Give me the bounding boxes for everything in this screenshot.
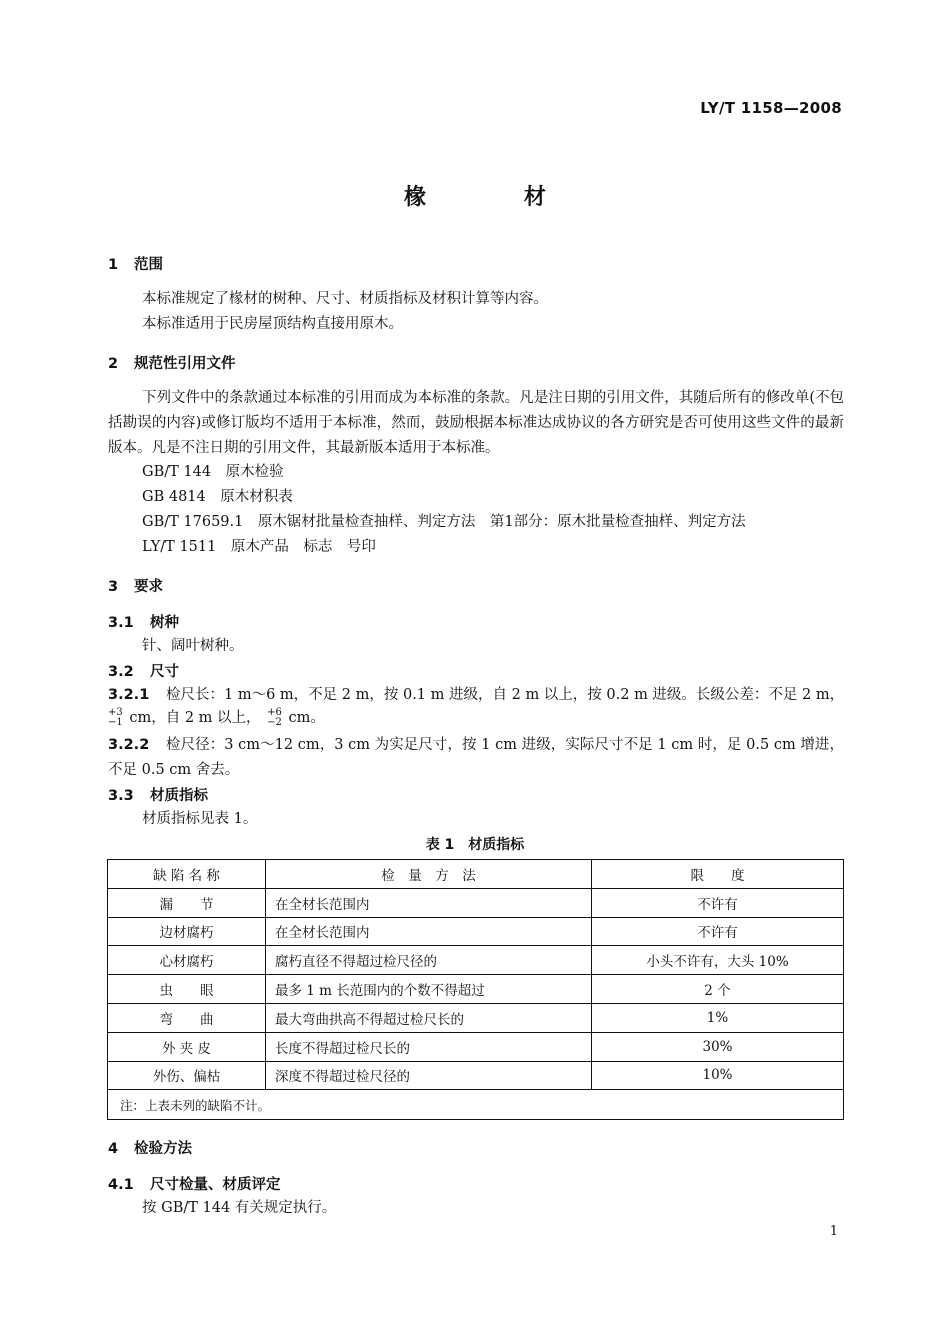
section-3-3-heading: 3.3 材质指标 xyxy=(108,788,208,804)
table-caption: 表 1 材质指标 xyxy=(425,837,525,853)
reference-item: GB/T 17659.1 原木锯材批量检查抽样、判定方法 第1部分：原木批量检查抽样、判定方法 xyxy=(142,514,746,530)
section-4-1-heading: 4.1 尺寸检量、材质评定 xyxy=(108,1177,281,1193)
table-row xyxy=(108,975,844,1004)
section-3-2-2: 3.2.2 检尺径：3 cm～12 cm，3 cm 为实足尺寸，按 1 cm 进级，实际尺寸不足 1 cm 时，足 0.5 cm 增进，不足 0.5 cm 舍去。 xyxy=(108,737,844,778)
document-title: 椽 材 xyxy=(404,185,546,210)
section-4-1-text: 按 GB/T 144 有关规定执行。 xyxy=(142,1200,337,1216)
table-row xyxy=(108,946,844,975)
table-cell: 长度不得超过检尺长的 xyxy=(266,1032,592,1061)
reference-item: GB 4814 原木材积表 xyxy=(142,489,293,505)
table-cell: 小头不许有，大头 10% xyxy=(592,946,844,975)
tolerance-fraction: +3 −1 xyxy=(108,707,123,728)
table-header-row xyxy=(108,860,844,889)
table-header-cell: 检 量 方 法 xyxy=(266,860,592,889)
table-cell: 最多 1 m 长范围内的个数不得超过 xyxy=(266,975,592,1004)
table-cell: 在全材长范围内 xyxy=(266,917,592,946)
table-cell: 深度不得超过检尺径的 xyxy=(266,1061,592,1090)
table-cell: 1% xyxy=(592,1003,844,1032)
section-2-para: 下列文件中的条款通过本标准的引用而成为本标准的条款。凡是注日期的引用文件，其随后所有的修改单(不包括勘误的内容)或修订版均不适用于本标准，然而，鼓励根据本标准达成协议的各方研究是否可使用这些文件的最新版本。凡是不注日期的引用文件，其最新版本适用于本标准。 xyxy=(108,390,844,456)
section-3-1-text: 针、阔叶树种。 xyxy=(142,638,244,654)
section-3-2-1-line-2: +3 −1 cm，自 2 m 以上， +6 −2 cm。 xyxy=(108,707,325,728)
table-cell: 2 个 xyxy=(592,975,844,1004)
section-3-2-1-line-1: 3.2.1 检尺长：1 m～6 m，不足 2 m，按 0.1 m 进级，自 2 m 以上，按 0.2 m 进级。长级公差：不足 2 m， xyxy=(108,687,845,703)
table-cell: 弯 曲 xyxy=(108,1003,266,1032)
section-3-2-heading: 3.2 尺寸 xyxy=(108,664,179,680)
table-note-row xyxy=(108,1090,844,1120)
section-1-heading: 1 范围 xyxy=(108,257,163,273)
table-header-cell: 缺 陷 名 称 xyxy=(108,860,266,889)
table-row xyxy=(108,917,844,946)
section-3-1-heading: 3.1 树种 xyxy=(108,615,179,631)
table-cell: 在全材长范围内 xyxy=(266,888,592,917)
table-row xyxy=(108,1061,844,1090)
section-2-heading: 2 规范性引用文件 xyxy=(108,356,236,372)
table-cell: 外 夹 皮 xyxy=(108,1032,266,1061)
table-cell: 心材腐朽 xyxy=(108,946,266,975)
section-1-para-1: 本标准规定了椽材的树种、尺寸、材质指标及材积计算等内容。 xyxy=(142,291,548,307)
table-cell: 虫 眼 xyxy=(108,975,266,1004)
section-1-para-2: 本标准适用于民房屋顶结构直接用原木。 xyxy=(142,316,403,332)
table-row xyxy=(108,1003,844,1032)
table-cell: 边材腐朽 xyxy=(108,917,266,946)
table-cell: 不许有 xyxy=(592,917,844,946)
section-3-heading: 3 要求 xyxy=(108,579,163,595)
table-header-cell: 限 度 xyxy=(592,860,844,889)
table-cell: 30% xyxy=(592,1032,844,1061)
table-note: 注：上表未列的缺陷不计。 xyxy=(108,1090,844,1120)
table-cell: 10% xyxy=(592,1061,844,1090)
table-row xyxy=(108,1032,844,1061)
table-cell: 最大弯曲拱高不得超过检尺长的 xyxy=(266,1003,592,1032)
table-cell: 腐朽直径不得超过检尺径的 xyxy=(266,946,592,975)
reference-item: GB/T 144 原木检验 xyxy=(142,464,284,480)
table-row xyxy=(108,888,844,917)
standard-code: LY/T 1158—2008 xyxy=(700,99,842,117)
tolerance-fraction: +6 −2 xyxy=(267,707,282,728)
material-quality-table xyxy=(107,859,844,1120)
table-cell: 漏 节 xyxy=(108,888,266,917)
section-3-3-text: 材质指标见表 1。 xyxy=(142,811,258,827)
table-cell: 不许有 xyxy=(592,888,844,917)
table-cell: 外伤、偏枯 xyxy=(108,1061,266,1090)
section-4-heading: 4 检验方法 xyxy=(108,1141,192,1157)
page-number: 1 xyxy=(829,1224,838,1239)
reference-item: LY/T 1511 原木产品 标志 号印 xyxy=(142,539,376,555)
